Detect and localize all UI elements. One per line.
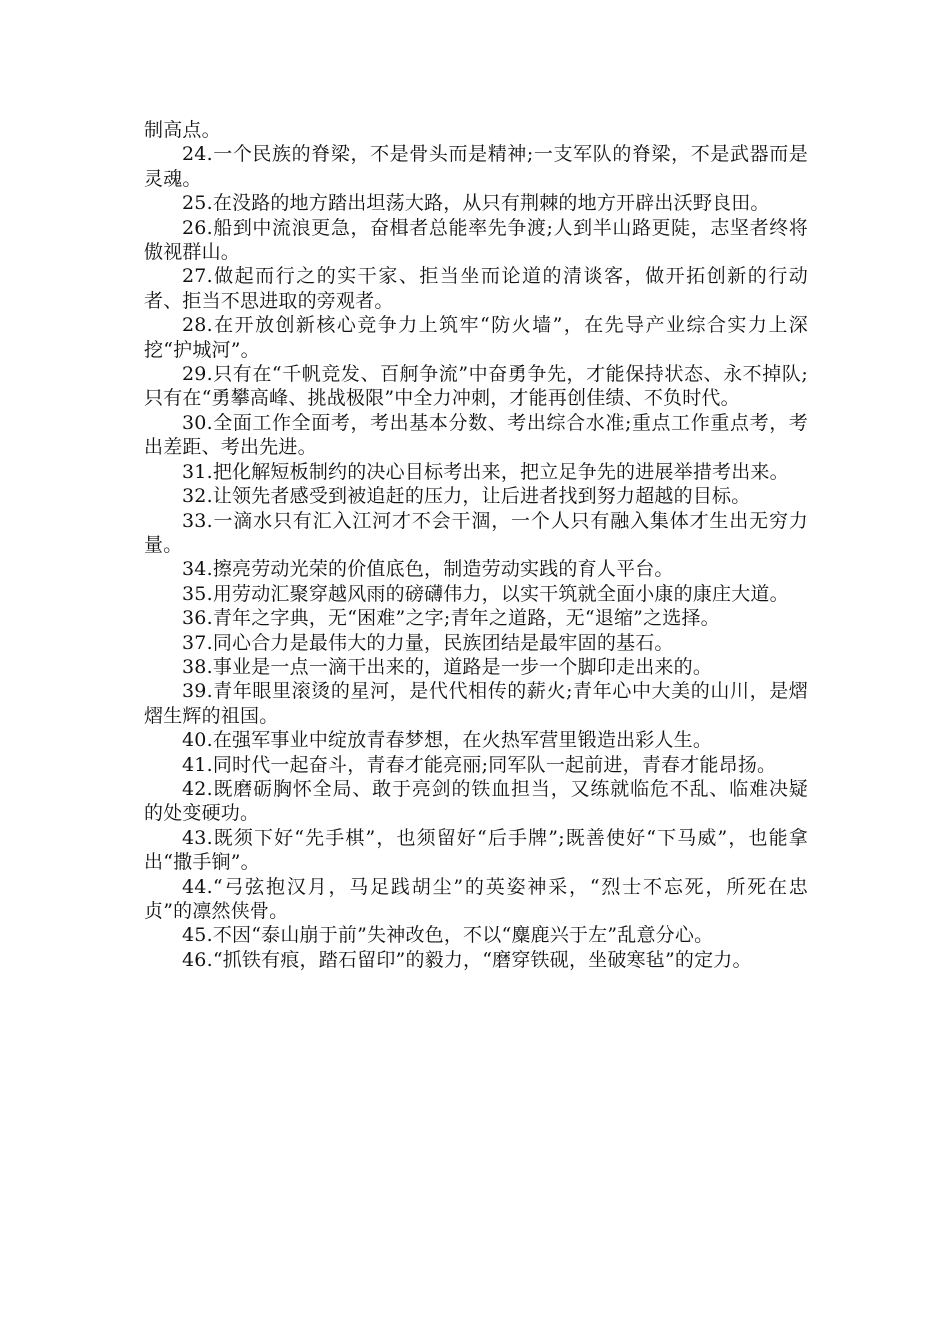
paragraph-39: 39.青年眼里滚烫的星河，是代代相传的薪火;青年心中大美的山川，是熠熠生辉的祖国。	[144, 680, 808, 727]
paragraph-45: 45.不因“泰山崩于前”失神改色，不以“麋鹿兴于左”乱意分心。	[182, 924, 714, 947]
document-body	[144, 118, 808, 972]
paragraph-25: 25.在没路的地方踏出坦荡大路，从只有荆棘的地方开辟出沃野良田。	[182, 192, 770, 215]
paragraph-29: 29.只有在“千帆竞发、百舸争流”中奋勇争先，才能保持状态、永不掉队;只有在“勇攀高峰、挑战极限”中全力冲刺，才能再创佳绩、不负时代。	[144, 363, 808, 410]
paragraph-27: 27.做起而行之的实干家、拒当坐而论道的清谈客，做开拓创新的行动者、拒当不思进取的旁观者。	[144, 265, 808, 312]
paragraph-33: 33.一滴水只有汇入江河才不会干涸，一个人只有融入集体才生出无穷力量。	[144, 509, 808, 556]
paragraph-32: 32.让领先者感受到被追赶的压力，让后进者找到努力超越的目标。	[182, 485, 751, 508]
paragraph-46: 46.“抓铁有痕，踏石留印”的毅力，“磨穿铁砚，坐破寒毡”的定力。	[182, 948, 752, 971]
paragraph-34: 34.擦亮劳动光荣的价值底色，制造劳动实践的育人平台。	[182, 558, 674, 581]
paragraph-continuation: 制高点。	[144, 119, 221, 141]
paragraph-40: 40.在强军事业中绽放青春梦想，在火热军营里锻造出彩人生。	[182, 729, 713, 752]
paragraph-28: 28.在开放创新核心竞争力上筑牢“防火墙”，在先导产业综合实力上深挖“护城河”。	[144, 314, 808, 361]
paragraph-43: 43.既须下好“先手棋”，也须留好“后手牌”;既善使好“下马威”，也能拿出“撒手锏”。	[144, 826, 808, 874]
paragraph-35: 35.用劳动汇聚穿越风雨的磅礴伟力，以实干筑就全面小康的康庄大道。	[182, 582, 789, 605]
paragraph-26: 26.船到中流浪更急，奋楫者总能率先争渡;人到半山路更陡，志坚者终将傲视群山。	[144, 216, 808, 264]
paragraph-42: 42.既磨砺胸怀全局、敢于亮剑的铁血担当，又练就临危不乱、临难决疑的处变硬功。	[144, 777, 808, 825]
paragraph-38: 38.事业是一点一滴干出来的，道路是一步一个脚印走出来的。	[182, 655, 713, 678]
paragraph-36: 36.青年之字典，无“困难”之字;青年之道路，无“退缩”之选择。	[182, 607, 720, 630]
paragraph-30: 30.全面工作全面考，考出基本分数、考出综合水准;重点工作重点考，考出差距、考出先进。	[144, 411, 808, 459]
paragraph-37: 37.同心合力是最伟大的力量，民族团结是最牢固的基石。	[182, 631, 674, 654]
paragraph-44: 44.“弓弦抱汉月，马足践胡尘”的英姿神采，“烈士不忘死，所死在忠贞”的凛然侠骨。	[144, 875, 808, 922]
paragraph-41: 41.同时代一起奋斗，青春才能亮丽;同军队一起前进，青春才能昂扬。	[182, 753, 777, 776]
paragraph-24: 24.一个民族的脊梁，不是骨头而是精神;一支军队的脊梁，不是武器而是灵魂。	[144, 143, 808, 190]
paragraph-31: 31.把化解短板制约的决心目标考出来，把立足争先的进展举措考出来。	[182, 460, 789, 483]
